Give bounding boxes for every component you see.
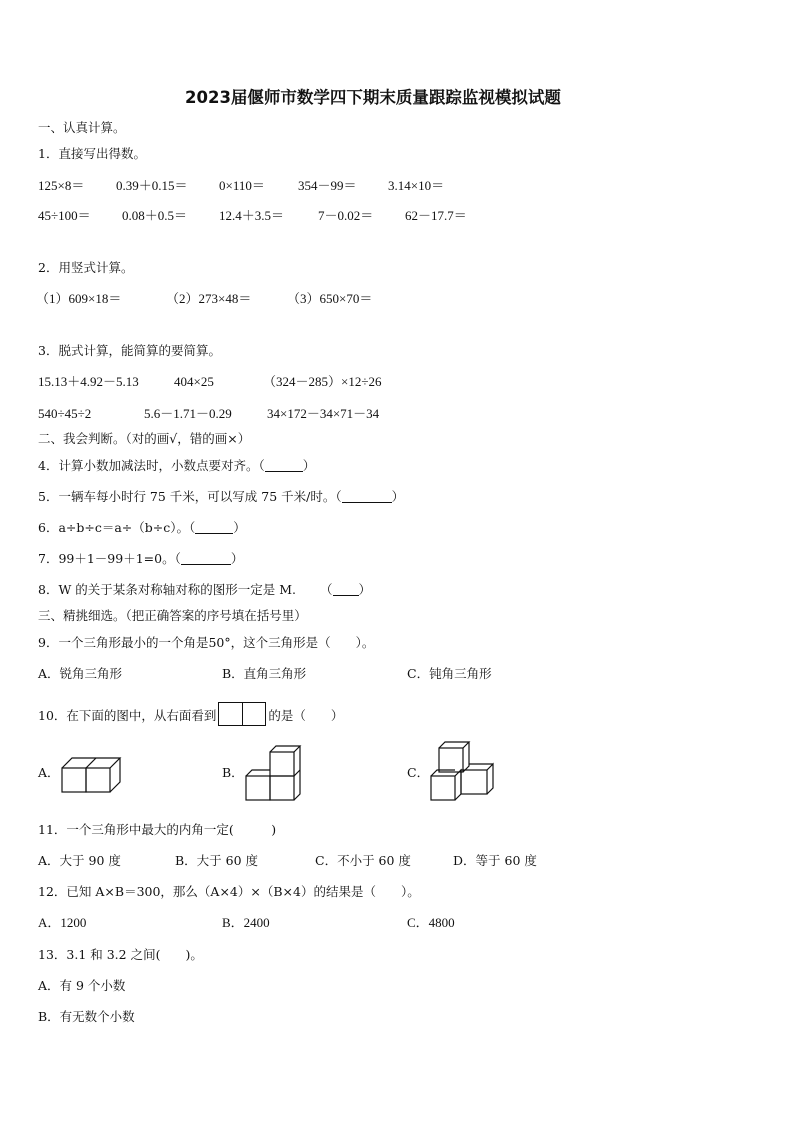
cube-figure-a xyxy=(60,750,130,794)
q1-item: 7－0.02＝ xyxy=(318,208,374,223)
q7-paren-open: （ xyxy=(174,551,181,566)
q9-option-a[interactable]: A．锐角三角形 xyxy=(38,666,123,681)
q5-line xyxy=(38,489,404,505)
q8-paren-close: ） xyxy=(358,582,372,597)
q8-line xyxy=(38,582,371,598)
q3-item: 15.13＋4.92－5.13 xyxy=(38,374,139,389)
q1-label: 1．直接写出得数。 xyxy=(38,146,146,161)
q1-item: 45÷100＝ xyxy=(38,208,91,223)
q7-line xyxy=(38,551,243,567)
q4-paren-close: ） xyxy=(302,458,316,473)
q12-option-a[interactable]: A．1200 xyxy=(38,915,87,930)
q13-option-a[interactable]: A．有 9 个小数 xyxy=(38,978,126,993)
q6-text: 6．a÷b÷c＝a÷（b÷c）。 xyxy=(38,520,190,535)
q6-answer-blank[interactable] xyxy=(195,521,233,534)
q11-text: 11．一个三角形中最大的内角一定( ) xyxy=(38,822,277,837)
q12-text: 12．已知 A×B＝300，那么（A×4）×（B×4）的结果是（ ）。 xyxy=(38,884,420,899)
q8-paren-open: （ xyxy=(320,582,333,597)
q12-option-c[interactable]: C．4800 xyxy=(407,915,455,930)
q1-item: 354－99＝ xyxy=(298,178,357,193)
section-2-heading: 二、我会判断。（对的画√，错的画×） xyxy=(38,431,251,446)
q2-item: （3）650×70＝ xyxy=(287,291,373,306)
q10-option-a[interactable]: A． xyxy=(38,765,60,780)
q6-line xyxy=(38,520,246,536)
q1-item: 3.14×10＝ xyxy=(388,178,445,193)
q9-option-c[interactable]: C．钝角三角形 xyxy=(407,666,492,681)
q5-paren-close: ） xyxy=(391,489,405,504)
q10-line xyxy=(38,702,343,726)
q10-option-c[interactable]: C． xyxy=(407,765,430,780)
q6-paren-open: （ xyxy=(189,520,196,535)
q3-item: 540÷45÷2 xyxy=(38,406,92,421)
q10-text-pre: 10．在下面的图中，从右面看到 xyxy=(38,708,217,723)
q3-item: 404×25 xyxy=(174,374,214,389)
q9-option-b[interactable]: B．直角三角形 xyxy=(222,666,307,681)
q11-option-d[interactable]: D．等于 60 度 xyxy=(453,853,537,868)
q8-answer-blank[interactable] xyxy=(333,583,359,596)
section-1-heading: 一、认真计算。 xyxy=(38,120,126,135)
q2-item: （1）609×18＝ xyxy=(36,291,122,306)
q7-text: 7．99＋1－99＋1=0。 xyxy=(38,551,175,566)
q4-line xyxy=(38,458,315,474)
q1-item: 62－17.7＝ xyxy=(405,208,467,223)
cube-figure-b xyxy=(244,742,306,802)
section-3-heading: 三、精挑细选。（把正确答案的序号填在括号里） xyxy=(38,608,307,623)
q1-item: 0×110＝ xyxy=(219,178,265,193)
q10-text-post: 的是（ ） xyxy=(268,708,344,723)
q10-option-b[interactable]: B． xyxy=(222,765,244,780)
q8-text: 8．W 的关于某条对称轴对称的图形一定是 M. xyxy=(38,582,297,597)
q2-label: 2．用竖式计算。 xyxy=(38,260,134,275)
q3-item: 5.6－1.71－0.29 xyxy=(144,406,232,421)
page-title: 2023届偃师市数学四下期末质量跟踪监视模拟试题 xyxy=(185,88,561,107)
q4-text: 4．计算小数加减法时，小数点要对齐。 xyxy=(38,458,259,473)
q3-label: 3．脱式计算，能简算的要简算。 xyxy=(38,343,221,358)
q2-item: （2）273×48＝ xyxy=(166,291,252,306)
q1-item: 0.08＋0.5＝ xyxy=(122,208,188,223)
q12-option-b[interactable]: B．2400 xyxy=(222,915,270,930)
q5-answer-blank[interactable] xyxy=(342,490,392,503)
q11-option-c[interactable]: C．不小于 60 度 xyxy=(315,853,411,868)
q9-text: 9．一个三角形最小的一个角是50°，这个三角形是（ ）。 xyxy=(38,635,375,650)
q13-text: 13．3.1 和 3.2 之间( )。 xyxy=(38,947,203,962)
q7-answer-blank[interactable] xyxy=(181,552,231,565)
q4-answer-blank[interactable] xyxy=(265,459,303,472)
cube-figure-c xyxy=(429,738,499,804)
q3-item: （324－285）×12÷26 xyxy=(263,374,382,389)
q6-paren-close: ） xyxy=(233,520,246,535)
q11-option-a[interactable]: A．大于 90 度 xyxy=(38,853,121,868)
q13-option-b[interactable]: B．有无数个小数 xyxy=(38,1009,135,1024)
q11-option-b[interactable]: B．大于 60 度 xyxy=(175,853,259,868)
q1-item: 125×8＝ xyxy=(38,178,85,193)
q7-paren-close: ） xyxy=(230,551,244,566)
q5-text: 5．一辆车每小时行 75 千米，可以写成 75 千米/时。 xyxy=(38,489,336,504)
right-view-figure xyxy=(218,702,266,726)
q1-item: 12.4＋3.5＝ xyxy=(219,208,285,223)
q5-paren-open: （ xyxy=(335,489,342,504)
q4-paren-open: （ xyxy=(258,458,265,473)
q3-item: 34×172－34×71－34 xyxy=(267,406,380,421)
q1-item: 0.39＋0.15＝ xyxy=(116,178,188,193)
